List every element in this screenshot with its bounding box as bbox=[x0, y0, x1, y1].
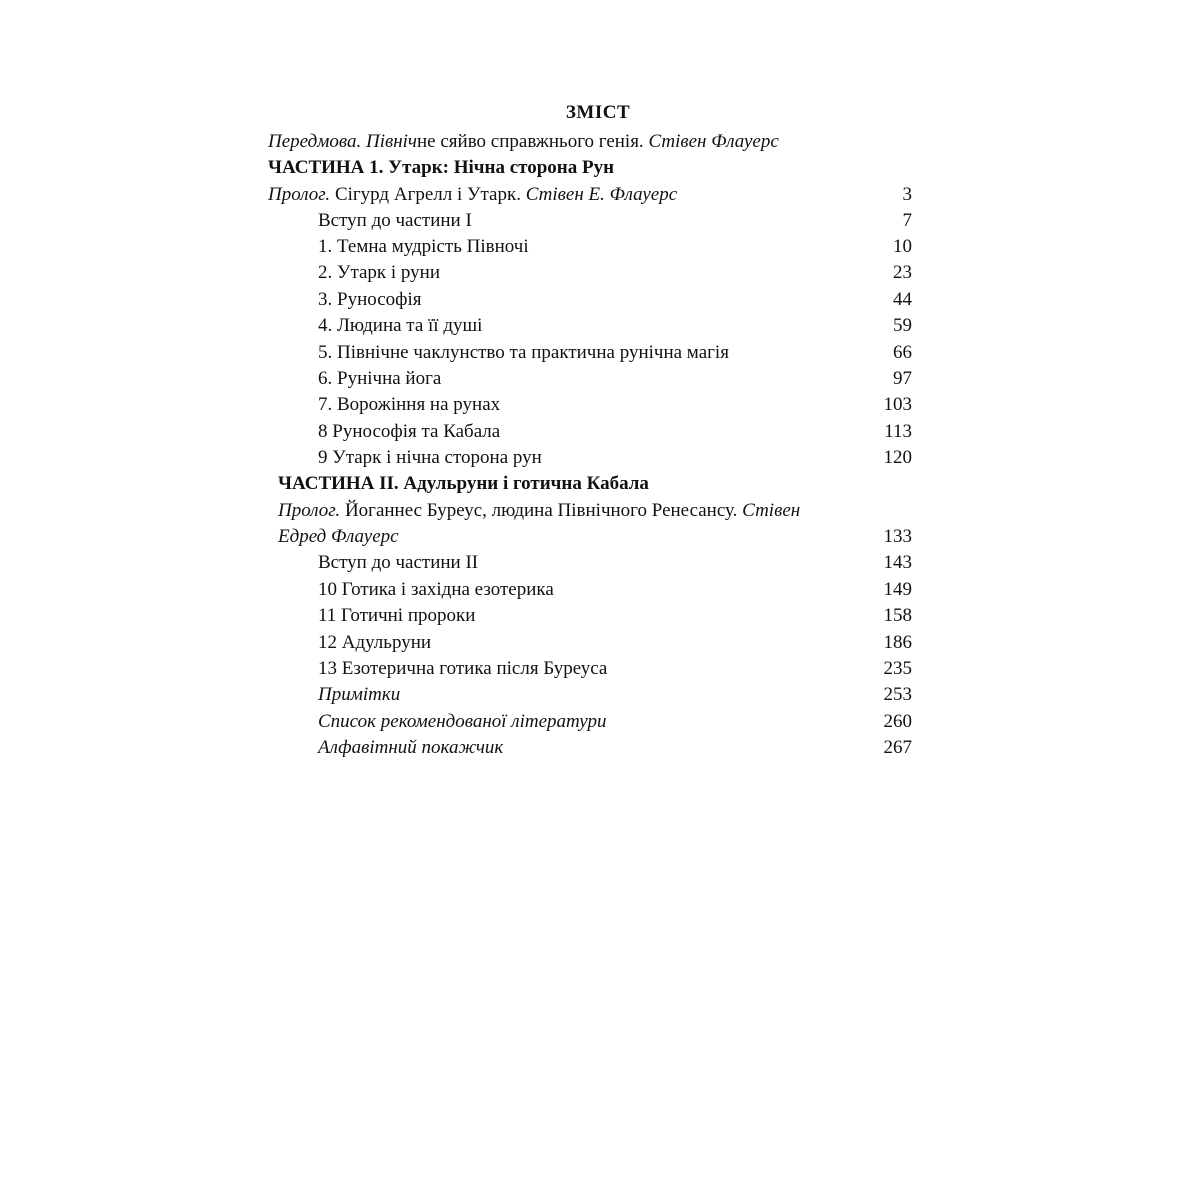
toc-entry: 10 Готика і західна езотерика bbox=[318, 579, 554, 600]
toc-entry: 2. Утарк і руни bbox=[318, 262, 441, 283]
part2-prologue-page: 133 bbox=[883, 526, 912, 547]
toc-entry-bibliography: Список рекомендованої літератури bbox=[318, 711, 607, 732]
part2-prologue-author-2: Едред Флауерс bbox=[278, 526, 399, 547]
toc-page-number: 113 bbox=[884, 421, 912, 442]
part2-prologue-author-1: Стівен bbox=[742, 500, 801, 521]
part2-prologue bbox=[278, 500, 800, 522]
part1-prologue bbox=[268, 184, 677, 206]
part1-prologue-page: 3 bbox=[902, 184, 912, 205]
part2-prologue-label: Пролог. bbox=[278, 500, 341, 521]
toc-entry: 11 Готичні пророки bbox=[318, 605, 476, 626]
part1-prologue-author: Стівен Е. Флауерс bbox=[525, 184, 678, 205]
toc-entry: 5. Північне чаклунство та практична рунічна магія bbox=[318, 342, 729, 363]
toc-page-number: 143 bbox=[883, 552, 912, 573]
toc-entry: 9 Утарк і нічна сторона рун bbox=[318, 447, 542, 468]
toc-entry: Вступ до частини ІІ bbox=[318, 552, 479, 573]
toc-page-number: 23 bbox=[893, 262, 912, 283]
toc-entry: 12 Адульруни bbox=[318, 632, 432, 653]
toc-page-number: 97 bbox=[893, 368, 912, 389]
preface-line bbox=[268, 131, 779, 153]
toc-entry: 1. Темна мудрість Півночі bbox=[318, 236, 529, 257]
toc-page-number: 260 bbox=[883, 711, 912, 732]
toc-page-number: 149 bbox=[883, 579, 912, 600]
part1-prologue-text: Сігурд Агрелл і Утарк. bbox=[334, 184, 521, 205]
toc-page-number: 253 bbox=[883, 684, 912, 705]
toc-entry: Вступ до частини І bbox=[318, 210, 472, 231]
page-title: ЗМІСТ bbox=[565, 102, 631, 123]
part1-prologue-label: Пролог. bbox=[268, 184, 331, 205]
toc-entry: 7. Ворожіння на рунах bbox=[318, 394, 501, 415]
toc-page-number: 44 bbox=[893, 289, 912, 310]
toc-page-number: 10 bbox=[893, 236, 912, 257]
preface-label: Передмова. bbox=[268, 131, 362, 152]
toc-entry: 3. Рунософія bbox=[318, 289, 422, 310]
toc-page-number: 120 bbox=[883, 447, 912, 468]
toc-entry-index: Алфавітний покажчик bbox=[318, 737, 504, 758]
preface-author: Стівен Флауерс bbox=[648, 131, 779, 152]
toc-entry: 13 Езотерична готика після Буреуса bbox=[318, 658, 608, 679]
toc-entry: 8 Рунософія та Кабала bbox=[318, 421, 501, 442]
toc-page-number: 267 bbox=[883, 737, 912, 758]
toc-page-number: 186 bbox=[883, 632, 912, 653]
toc-entry-notes: Примітки bbox=[318, 684, 401, 705]
toc-entry: 4. Людина та її душі bbox=[318, 315, 483, 336]
preface-text-italic: Північ bbox=[365, 131, 417, 152]
toc-page-number: 59 bbox=[893, 315, 912, 336]
toc-page-number: 7 bbox=[902, 210, 912, 231]
toc-page-number: 103 bbox=[883, 394, 912, 415]
preface-text: не сяйво справжнього генія. bbox=[417, 131, 644, 152]
toc-page-number: 235 bbox=[883, 658, 912, 679]
toc-page-number: 66 bbox=[893, 342, 912, 363]
part2-heading: ЧАСТИНА ІІ. Адульруни і готична Кабала bbox=[278, 473, 649, 494]
toc-page-number: 158 bbox=[883, 605, 912, 626]
part2-prologue-text: Йоганнес Буреус, людина Північного Ренесансу. bbox=[344, 500, 738, 521]
toc-entry: 6. Рунічна йога bbox=[318, 368, 442, 389]
part1-heading: ЧАСТИНА 1. Утарк: Нічна сторона Рун bbox=[268, 157, 615, 178]
